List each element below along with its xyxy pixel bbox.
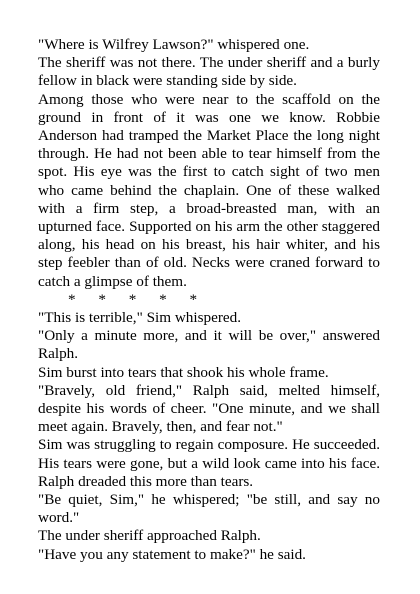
paragraph-10: The under sheriff approached Ralph. (38, 527, 261, 545)
section-break: * * * * * (68, 290, 198, 308)
paragraph-4: "This is terrible," Sim whispered. (38, 309, 242, 327)
paragraph-9: "Be quiet, Sim," he whispered; "be still, and say no word." (38, 491, 380, 527)
paragraph-8: Sim was struggling to regain composure. He succeeded. His tears were gone, but a wild look came into his face. Ralph dreaded this more than tears. (38, 436, 380, 490)
document-page (38, 36, 380, 564)
paragraph-11: "Have you any statement to make?" he said. (38, 545, 306, 563)
paragraph-1: "Where is Wilfrey Lawson?" whispered one. (38, 36, 310, 53)
paragraph-7: "Bravely, old friend," Ralph said, melted himself, despite his words of cheer. "One minute, and we shall meet again. Bravely, then, and fear not." (38, 381, 380, 436)
paragraph-2: The sheriff was not there. The under sheriff and a burly fellow in black were standing side by side. (38, 54, 380, 90)
paragraph-6: Sim burst into tears that shook his whole frame. (38, 363, 329, 381)
paragraph-5: "Only a minute more, and it will be over," answered Ralph. (38, 327, 380, 363)
paragraph-3: Among those who were near to the scaffold on the ground in front of it was one we know. Robbie Anderson had tramped the Market Place the long night through. He had not been able to tear himself from the spot. His eye was the first to catch sight of two men who came behind the chaplain. One of these walked with a firm step, a broad-breasted man, with an upturned face. Supported on his arm the other staggered along, his head on his breast, his hair whiter, and his step feebler than of old. Necks were craned forward to catch a glimpse of them. (38, 90, 380, 290)
